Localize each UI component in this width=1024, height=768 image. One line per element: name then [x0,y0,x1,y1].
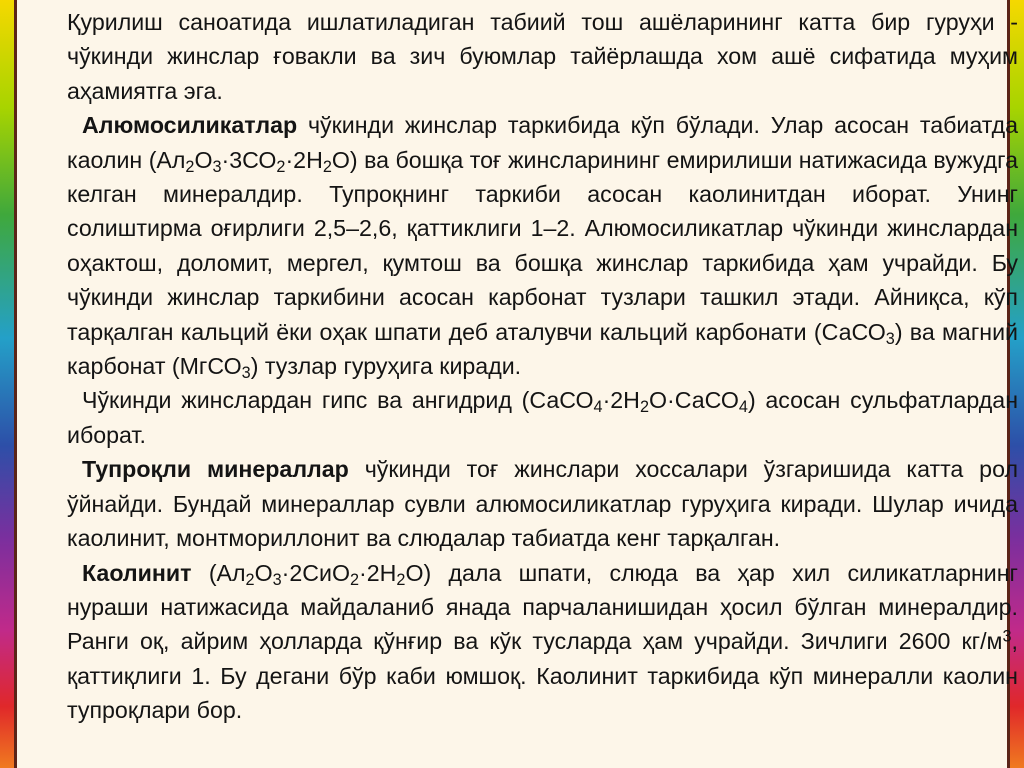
paragraph-clay-minerals: Тупроқли минераллар чўкинди тоғ жинслари хоссалари ўзгаришида катта рол ўйнайди. Бундай минераллар сувли алюмосиликатлар гуруҳига киради. Шулар ичида каолинит, монтмориллонит ва слюдалар табиатда кенг тарқалган. [67,456,1018,552]
term-clay-minerals: Тупроқли минераллар [82,456,349,483]
paragraph-gypsum: Чўкинди жинслардан гипс ва ангидрид $(СаСО_4\cdot 2Н_2О\cdot СаСО_4)$ асосан сульфатлардан иборат. [67,387,1018,448]
paragraph-aluminosilicates: Алюмосиликатлар чўкинди жинслар таркибида кўп бўлади. Улар асосан табиатда каолин $(Ал_2О_3\cdot 3СО_2\cdot 2Н_2О)$ ва бошқа тоғ жинсларининг емирилиши натижасида вужудга келган минералдир. Тупроқнинг таркиби асосан каолинитдан иборат. Унинг солиштирма оғирлиги 2,5–2,6, қаттиклиги 1–2. Алюмосиликатлар чўкинди жинслардан оҳактош, доломит, мергел, қумтош ва бошқа жинслар таркибида ҳам учрайди. Бу чўкинди жинслар таркибини асосан карбонат тузлари ташкил этади. Айниқса, кўп тарқалган кальций ёки оҳак шпати деб аталувчи кальций карбонати (СаСО$_3$) ва магний карбонат (МгСО$_3$) тузлар гуруҳига киради. [67,112,1018,383]
paragraph-intro [67,5,1018,108]
slide [14,0,1018,768]
paragraph-text: Қурилиш саноатида ишлатиладиган табиий тош ашёларининг катта бир гуруҳи - чўкинди жинслар ғовакли ва зич буюмлар тайёрлашда хом ашё сифатида муҳим аҳамиятга эга. [67,9,1018,104]
paragraph-kaolinite: Каолинит $(Ал_2О_3\cdot 2СиО_2\cdot 2Н_2О)$ дала шпати, слюда ва ҳар хил силикатларнинг нураши натижасида майдаланиб янада парчаланишидан ҳосил бўлган минералдир. Ранги оқ, айрим ҳолларда қўнғир ва кўк тусларда ҳам учрайди. Зичлиги 2600 $кг/м^3$, қаттиқлиги 1. Бу дегани бўр каби юмшоқ. Каолинит таркибида кўп минералли каолин тупроқлари бор. [67,559,1018,724]
text-body [67,5,1018,728]
term-aluminosilicates: Алюмосиликатлар [82,112,298,139]
term-kaolinite: Каолинит [82,559,192,586]
